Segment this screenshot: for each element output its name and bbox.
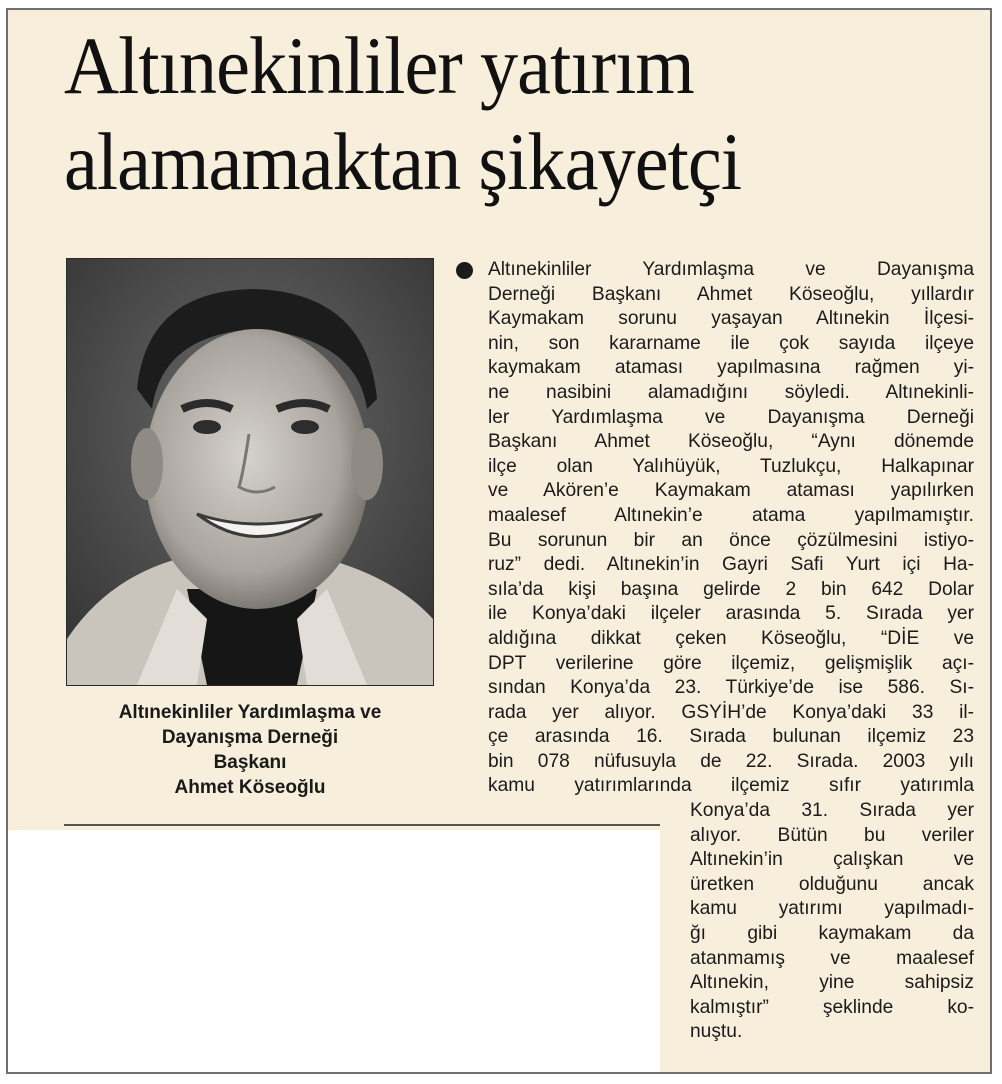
- headline-line: alamamaktan şikayetçi: [64, 116, 742, 207]
- bullet-icon: [456, 262, 473, 279]
- body-line: çe arasında 16. Sırada bulunan ilçemiz 23: [488, 726, 974, 748]
- body-line-narrow: nuştu.: [690, 1021, 743, 1043]
- body-line: bin 078 nüfusuyla de 22. Sırada. 2003 yılı: [488, 750, 974, 772]
- body-line-narrow: alıyor. Bütün bu veriler: [690, 824, 974, 846]
- headline: [64, 18, 920, 210]
- headline-line: Altınekinliler yatırım: [64, 20, 694, 111]
- body-line: Bu sorunun bir an önce çözülmesini istiyo-: [488, 529, 974, 551]
- portrait-photo: [66, 258, 434, 686]
- body-line-narrow: üretken olduğunu ancak: [690, 873, 974, 895]
- caption-line: Dayanışma Derneği: [161, 727, 339, 748]
- article-body: [488, 258, 974, 1045]
- body-line-narrow: kalmıştır” şeklinde ko-: [690, 996, 974, 1018]
- body-line-narrow: kamu yatırımı yapılmadı-: [690, 898, 974, 920]
- caption-line: Başkanı: [213, 752, 287, 773]
- body-line: ve Akören’e Kaymakam ataması yapılırken: [488, 480, 974, 502]
- body-line: Altınekinliler Yardımlaşma ve Dayanışma: [488, 259, 974, 280]
- body-line: Kaymakam sorunu yaşayan Altınekin İlçesi-: [488, 308, 974, 330]
- body-line-narrow: Altınekin, yine sahipsiz: [690, 972, 974, 994]
- body-line: Başkanı Ahmet Köseoğlu, “Aynı dönemde: [488, 431, 974, 453]
- body-line: ilçe olan Yalıhüyük, Tuzlukçu, Halkapınar: [488, 455, 974, 477]
- portrait-image: [67, 259, 433, 685]
- body-line: sından Konya’da 23. Türkiye’de ise 586. Sı-: [488, 677, 974, 699]
- body-line: ne nasibini alamadığını söyledi. Altınekinli-: [488, 381, 974, 403]
- body-line: aldığına dikkat çeken Köseoğlu, “DİE ve: [488, 627, 974, 649]
- body-line: ile Konya’daki ilçeler arasında 5. Sırada yer: [488, 603, 974, 625]
- body-line: DPT verilerine göre ilçemiz, gelişmişlik açı-: [488, 652, 974, 674]
- body-line: kamu yatırımlarında ilçemiz sıfır yatırımla: [488, 775, 974, 797]
- body-line: maalesef Altınekin’e atama yapılmamıştır.: [488, 504, 974, 526]
- body-line-narrow: atanmamış ve maalesef: [690, 947, 974, 969]
- body-line-narrow: ğı gibi kaymakam da: [690, 923, 974, 945]
- caption-line: Ahmet Köseoğlu: [174, 777, 326, 798]
- body-line: nin, son kararname ile çok sayıda ilçeye: [488, 332, 974, 354]
- body-line: rada yer alıyor. GSYİH’de Konya’daki 33 il-: [488, 701, 974, 723]
- body-line-narrow: Altınekin’in çalışkan ve: [690, 849, 974, 871]
- body-line: ruz” dedi. Altınekin’in Gayri Safi Yurt içi Ha-: [488, 554, 974, 576]
- body-line: kaymakam ataması yapılmasına rağmen yi-: [488, 357, 974, 379]
- body-line: sıla’da kişi başına gelirde 2 bin 642 Dolar: [488, 578, 974, 600]
- body-line: Derneği Başkanı Ahmet Köseoğlu, yıllardır: [488, 283, 974, 305]
- photo-caption: [66, 700, 434, 800]
- body-line-narrow: Konya’da 31. Sırada yer: [690, 800, 974, 822]
- caption-line: Altınekinliler Yardımlaşma ve: [118, 702, 382, 723]
- body-line: ler Yardımlaşma ve Dayanışma Derneği: [488, 406, 974, 428]
